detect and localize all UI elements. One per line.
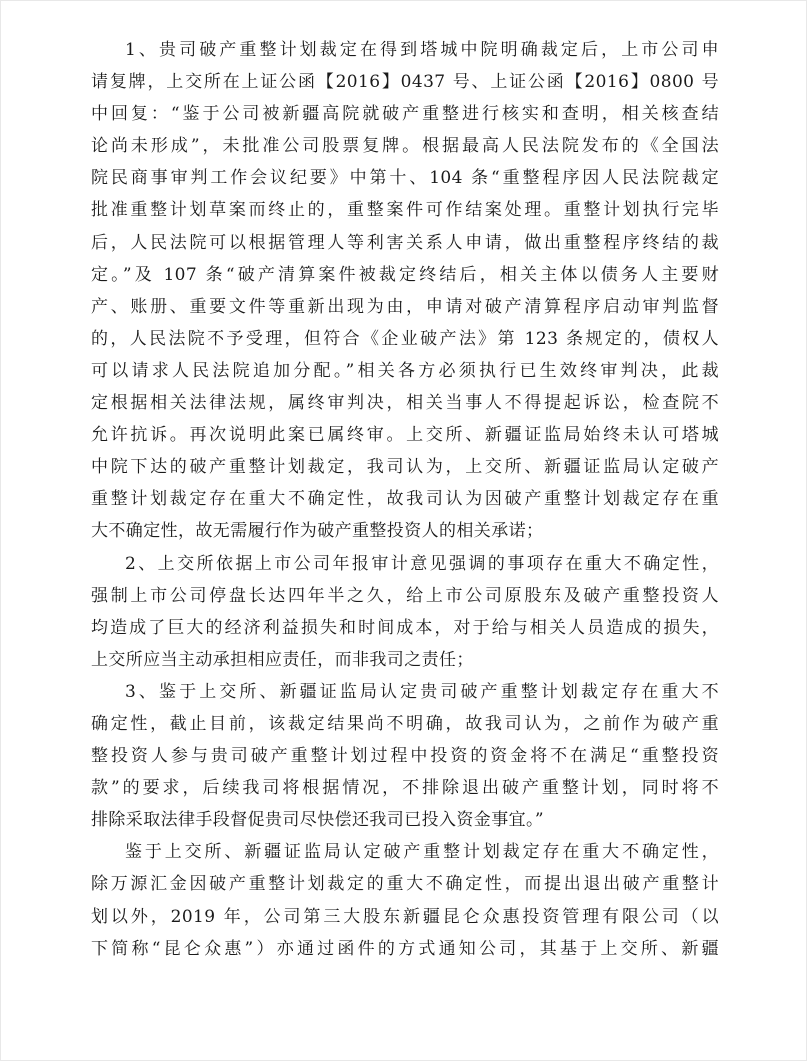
- text-line: 中院下达的破产重整计划裁定，我司认为，上交所、新疆证监局认定破产: [91, 457, 719, 478]
- text-line: 产、账册、重要文件等重新出现为由，申请对破产清算程序启动审判监督: [91, 296, 719, 317]
- text-line: 均造成了巨大的经济利益损失和时间成本，对于给与相关人员造成的损失，: [91, 617, 719, 638]
- text-line: 定。”及 107 条“破产清算案件被裁定终结后，相关主体以债务人主要财: [91, 264, 719, 285]
- text-line: 划以外，2019 年，公司第三大股东新疆昆仑众惠投资管理有限公司（以: [91, 906, 719, 927]
- text-line: 强制上市公司停盘长达四年半之久，给上市公司原股东及破产重整投资人: [91, 585, 719, 606]
- text-line: 整投资人参与贵司破产重整计划过程中投资的资金将不在满足“重整投资: [91, 746, 719, 767]
- paragraph-2: [91, 548, 719, 676]
- text-line: 论尚未形成”，未批准公司股票复牌。根据最高人民法院发布的《全国法: [91, 136, 719, 157]
- text-line: 上交所应当主动承担相应责任，而非我司之责任；: [91, 649, 474, 670]
- paragraph-3: [91, 676, 719, 836]
- text-line: 定根据相关法律法规，属终审判决，相关当事人不得提起诉讼，检查院不: [91, 393, 719, 414]
- text-line: 批准重整计划草案而终止的，重整案件可作结案处理。重整计划执行完毕: [91, 200, 719, 221]
- text-line: 允许抗诉。再次说明此案已属终审。上交所、新疆证监局始终未认可塔城: [91, 425, 719, 446]
- text-line: 院民商事审判工作会议纪要》中第十、104 条“重整程序因人民法院裁定: [91, 168, 719, 189]
- text-line: 2、上交所依据上市公司年报审计意见强调的事项存在重大不确定性，: [125, 553, 719, 574]
- document-body: [91, 34, 719, 965]
- text-line: 下简称“昆仑众惠”）亦通过函件的方式通知公司，其基于上交所、新疆: [91, 938, 719, 959]
- text-line: 3、鉴于上交所、新疆证监局认定贵司破产重整计划裁定存在重大不: [125, 681, 719, 702]
- text-line: 排除采取法律手段督促贵司尽快偿还我司已投入资金事宜。”: [91, 810, 544, 831]
- text-line: 后，人民法院可以根据管理人等利害关系人申请，做出重整程序终结的裁: [91, 232, 719, 253]
- text-line: 鉴于上交所、新疆证监局认定破产重整计划裁定存在重大不确定性，: [125, 842, 719, 863]
- text-line: 1、贵司破产重整计划裁定在得到塔城中院明确裁定后，上市公司申: [125, 40, 719, 60]
- text-line: 除万源汇金因破产重整计划裁定的重大不确定性，而提出退出破产重整计: [91, 874, 719, 895]
- text-line: 请复牌，上交所在上证公函【2016】0437 号、上证公函【2016】0800 号: [91, 72, 719, 93]
- text-line: 中回复：“鉴于公司被新疆高院就破产重整进行核实和查明，相关核查结: [91, 104, 719, 125]
- text-line: 款”的要求，后续我司将根据情况，不排除退出破产重整计划，同时将不: [91, 778, 719, 799]
- paragraph-4: [91, 836, 719, 964]
- text-line: 确定性，截止目前，该裁定结果尚不明确，故我司认为，之前作为破产重: [91, 713, 719, 734]
- text-line: 大不确定性，故无需履行作为破产重整投资人的相关承诺；: [91, 521, 544, 542]
- text-line: 可以请求人民法院追加分配。”相关各方必须执行已生效终审判决，此裁: [91, 360, 719, 381]
- paragraph-1: [91, 34, 719, 548]
- text-line: 的，人民法院不予受理，但符合《企业破产法》第 123 条规定的，债权人: [91, 328, 719, 349]
- text-line: 重整计划裁定存在重大不确定性，故我司认为因破产重整计划裁定存在重: [91, 489, 719, 510]
